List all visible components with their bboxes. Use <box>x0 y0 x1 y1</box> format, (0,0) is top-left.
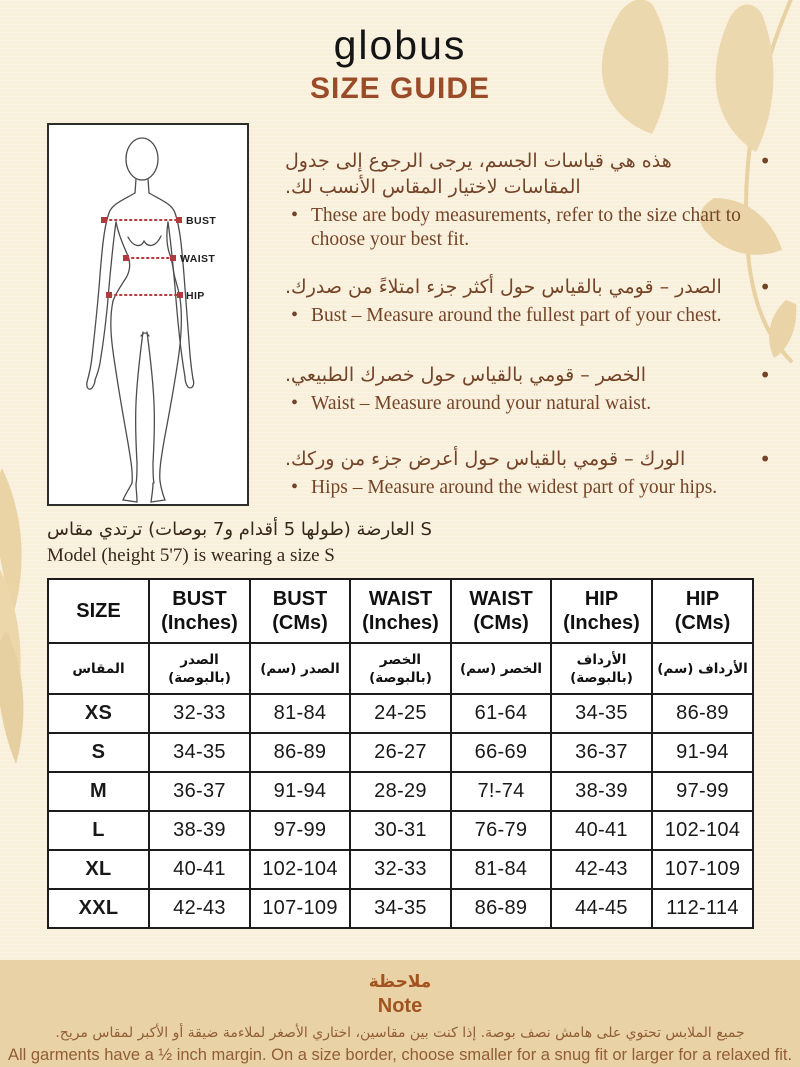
cell-hip-in: 34-35 <box>551 694 652 733</box>
cell-bust-cm: 81-84 <box>250 694 350 733</box>
cell-waist-in: 34-35 <box>350 889 451 928</box>
size-chart-table <box>47 578 754 929</box>
instruction-bust-ar: • الصدر – قومي بالقياس حول أكثر جزء امتلاءً من صدرك. <box>285 274 773 300</box>
cell-waist-cm: 86-89 <box>451 889 551 928</box>
cell-bust-in: 34-35 <box>149 733 250 772</box>
cell-waist-in: 32-33 <box>350 850 451 889</box>
instruction-intro-ar: • هذه هي قياسات الجسم، يرجى الرجوع إلى جدول المقاسات لاختيار المقاس الأنسب لك. <box>285 148 773 200</box>
bust-label: BUST <box>186 215 217 227</box>
cell-waist-cm: 7!-74 <box>451 772 551 811</box>
col-header-waist-cm: WAIST (CMs) <box>451 579 551 643</box>
col-header-hip-cm-ar: الأرداف (سم) <box>652 643 753 694</box>
note-body-ar: جميع الملابس تحتوي على هامش نصف بوصة. إذا كنت بين مقاسين، اختاري الأصغر لملاءمة ضيقة أو الأكبر لمقاس مريح. <box>55 1025 745 1041</box>
col-header-bust-cm: BUST (CMs) <box>250 579 350 643</box>
col-header-bust-cm-ar: الصدر (سم) <box>250 643 350 694</box>
col-header-hip-in-ar: الأرداف (بالبوصة) <box>551 643 652 694</box>
col-header-waist-in: WAIST (Inches) <box>350 579 451 643</box>
model-size-note-ar: العارضة (طولها 5 أقدام و7 بوصات) ترتدي مقاس S <box>47 519 432 540</box>
cell-waist-cm: 61-64 <box>451 694 551 733</box>
cell-waist-cm: 76-79 <box>451 811 551 850</box>
note-title-ar: ملاحظة <box>368 972 432 992</box>
cell-hip-cm: 112-114 <box>652 889 753 928</box>
table-row-xxl <box>48 889 753 928</box>
header-row-english <box>48 579 753 643</box>
cell-hip-in: 38-39 <box>551 772 652 811</box>
table-row-l <box>48 811 753 850</box>
table-row-m <box>48 772 753 811</box>
col-header-hip-in: HIP (Inches) <box>551 579 652 643</box>
cell-bust-in: 42-43 <box>149 889 250 928</box>
figure-outline <box>87 138 194 502</box>
model-size-note <box>47 517 607 569</box>
instruction-hip-ar: • الورك – قومي بالقياس حول أعرض جزء من وركك. <box>285 446 773 472</box>
table-row-s <box>48 733 753 772</box>
cell-waist-cm: 66-69 <box>451 733 551 772</box>
cell-hip-cm: 91-94 <box>652 733 753 772</box>
table-row-xl <box>48 850 753 889</box>
cell-waist-in: 24-25 <box>350 694 451 733</box>
instruction-bust-en: • Bust – Measure around the fullest part of your chest. <box>285 304 773 328</box>
cell-bust-cm: 97-99 <box>250 811 350 850</box>
cell-bust-cm: 102-104 <box>250 850 350 889</box>
cell-hip-in: 42-43 <box>551 850 652 889</box>
cell-size: S <box>48 733 149 772</box>
cell-hip-in: 40-41 <box>551 811 652 850</box>
note-section <box>0 960 800 1067</box>
cell-size: XS <box>48 694 149 733</box>
cell-size: XXL <box>48 889 149 928</box>
cell-size: XL <box>48 850 149 889</box>
cell-waist-cm: 81-84 <box>451 850 551 889</box>
col-header-waist-in-ar: الخصر (بالبوصة) <box>350 643 451 694</box>
body-measurement-diagram <box>47 123 249 506</box>
col-header-bust-in-ar: الصدر (بالبوصة) <box>149 643 250 694</box>
col-header-hip-cm: HIP (CMs) <box>652 579 753 643</box>
instruction-waist-ar: • الخصر – قومي بالقياس حول خصرك الطبيعي. <box>285 362 773 388</box>
brand-logo: globus <box>333 22 467 68</box>
cell-size: L <box>48 811 149 850</box>
col-header-bust-in: BUST (Inches) <box>149 579 250 643</box>
cell-bust-cm: 86-89 <box>250 733 350 772</box>
page-title: SIZE GUIDE <box>309 72 491 105</box>
cell-hip-cm: 107-109 <box>652 850 753 889</box>
cell-bust-cm: 91-94 <box>250 772 350 811</box>
col-header-size: SIZE <box>48 579 149 643</box>
header-row-arabic <box>48 643 753 694</box>
cell-hip-cm: 102-104 <box>652 811 753 850</box>
cell-waist-in: 30-31 <box>350 811 451 850</box>
note-title-en: Note <box>377 995 423 1017</box>
figure-illustration <box>49 125 247 504</box>
col-header-waist-cm-ar: الخصر (سم) <box>451 643 551 694</box>
cell-bust-in: 40-41 <box>149 850 250 889</box>
cell-bust-cm: 107-109 <box>250 889 350 928</box>
instruction-waist-en: • Waist – Measure around your natural waist. <box>285 392 773 416</box>
model-size-note-en: Model (height 5'7) is wearing a size S <box>47 545 335 566</box>
table-row-xs <box>48 694 753 733</box>
instruction-hip-en: • Hips – Measure around the widest part of your hips. <box>285 476 773 500</box>
cell-bust-in: 38-39 <box>149 811 250 850</box>
cell-size: M <box>48 772 149 811</box>
note-body-en: All garments have a ½ inch margin. On a size border, choose smaller for a snug fit or larger for a relaxed fit. <box>7 1046 793 1064</box>
instructions-list <box>285 148 773 500</box>
cell-bust-in: 36-37 <box>149 772 250 811</box>
col-header-size-ar: المقاس <box>48 643 149 694</box>
cell-hip-in: 44-45 <box>551 889 652 928</box>
instruction-intro-en: • These are body measurements, refer to the size chart to choose your best fit. <box>285 204 773 252</box>
cell-waist-in: 26-27 <box>350 733 451 772</box>
waist-label: WAIST <box>180 253 216 265</box>
cell-hip-cm: 86-89 <box>652 694 753 733</box>
cell-hip-cm: 97-99 <box>652 772 753 811</box>
cell-bust-in: 32-33 <box>149 694 250 733</box>
hip-label: HIP <box>186 290 205 302</box>
cell-hip-in: 36-37 <box>551 733 652 772</box>
cell-waist-in: 28-29 <box>350 772 451 811</box>
